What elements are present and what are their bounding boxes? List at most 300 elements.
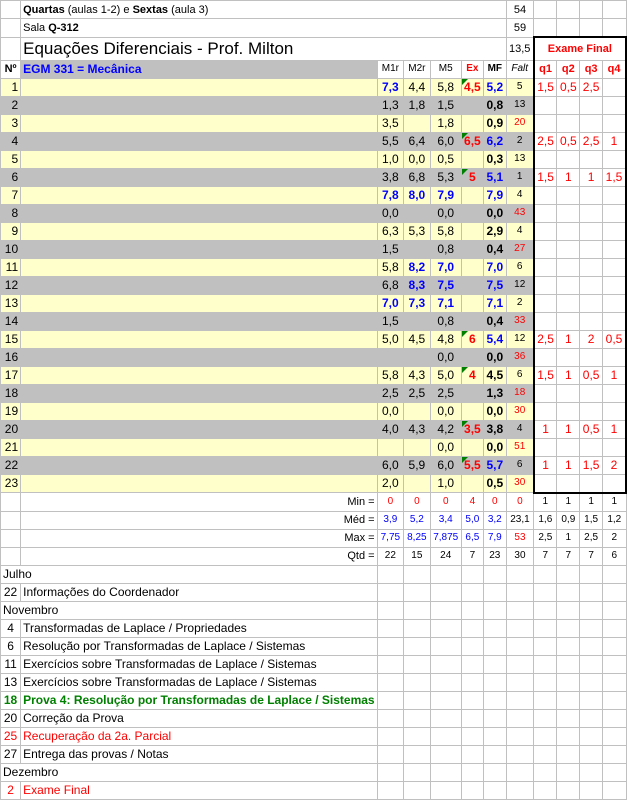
exam-q1[interactable]: 1,5	[534, 168, 557, 186]
exam-q1[interactable]	[534, 114, 557, 132]
grade-mf[interactable]: 0,9	[483, 114, 506, 132]
grade-ex[interactable]: 4,5	[461, 78, 483, 96]
empty-cell	[404, 691, 431, 709]
exam-q2[interactable]	[557, 294, 580, 312]
exam-q2[interactable]	[557, 348, 580, 366]
schedule-day: 13	[1, 673, 21, 691]
exam-q4[interactable]	[603, 96, 626, 114]
exam-q4[interactable]	[603, 348, 626, 366]
exam-q1[interactable]	[534, 474, 557, 493]
exam-q4[interactable]	[603, 222, 626, 240]
student-name-cell[interactable]	[21, 258, 377, 276]
exam-q1[interactable]	[534, 384, 557, 402]
grade-m5[interactable]: 0,5	[430, 150, 461, 168]
exam-q1[interactable]	[534, 96, 557, 114]
absences[interactable]: 6	[506, 366, 534, 384]
grade-m1r[interactable]: 5,0	[377, 330, 404, 348]
grade-m2r[interactable]: 1,8	[404, 96, 431, 114]
grade-m1r[interactable]: 0,0	[377, 204, 404, 222]
grade-m2r[interactable]	[404, 438, 431, 456]
grade-m2r[interactable]: 8,2	[404, 258, 431, 276]
empty-cell	[461, 583, 483, 601]
exam-q2[interactable]	[557, 384, 580, 402]
exam-q1[interactable]	[534, 438, 557, 456]
grade-m2r[interactable]: 5,3	[404, 222, 431, 240]
exam-q2[interactable]	[557, 402, 580, 420]
exam-q4[interactable]	[603, 78, 626, 96]
grade-m5[interactable]: 2,5	[430, 384, 461, 402]
grade-m2r[interactable]	[404, 348, 431, 366]
grade-mf[interactable]: 0,0	[483, 204, 506, 222]
grade-m5[interactable]: 0,0	[430, 402, 461, 420]
grade-m2r[interactable]: 6,8	[404, 168, 431, 186]
empty-cell	[506, 781, 534, 799]
exam-q4[interactable]: 1,5	[603, 168, 626, 186]
table-row	[1, 204, 627, 222]
absences[interactable]: 13	[506, 150, 534, 168]
exam-q2[interactable]	[557, 186, 580, 204]
grade-m2r[interactable]	[404, 474, 431, 493]
exam-q1[interactable]: 1	[534, 420, 557, 438]
grade-mf[interactable]: 5,2	[483, 78, 506, 96]
empty-cell	[404, 673, 431, 691]
student-name-cell[interactable]	[21, 366, 377, 384]
grade-m5[interactable]: 7,5	[430, 276, 461, 294]
grade-m1r[interactable]: 3,8	[377, 168, 404, 186]
exam-q1[interactable]	[534, 240, 557, 258]
absences[interactable]: 5	[506, 78, 534, 96]
absences[interactable]: 33	[506, 312, 534, 330]
student-name-cell[interactable]	[21, 78, 377, 96]
exam-q3[interactable]	[580, 150, 603, 168]
stat-q1: 1	[534, 493, 557, 512]
grade-ex[interactable]	[461, 150, 483, 168]
exam-q1[interactable]	[534, 348, 557, 366]
exam-q4[interactable]: 2	[603, 456, 626, 474]
grade-ex[interactable]	[461, 294, 483, 312]
empty-cell	[483, 601, 506, 619]
exam-q2[interactable]	[557, 438, 580, 456]
grade-m1r[interactable]: 7,0	[377, 294, 404, 312]
student-name-cell[interactable]	[21, 348, 377, 366]
grade-m5[interactable]: 5,0	[430, 366, 461, 384]
empty-cell	[377, 709, 404, 727]
grade-m5[interactable]: 6,0	[430, 456, 461, 474]
grade-ex[interactable]	[461, 474, 483, 493]
grade-m2r[interactable]: 5,9	[404, 456, 431, 474]
student-name-cell[interactable]	[21, 240, 377, 258]
empty-cell	[377, 655, 404, 673]
grade-m1r[interactable]: 5,8	[377, 258, 404, 276]
exam-q2[interactable]: 0,5	[557, 78, 580, 96]
exam-q2[interactable]	[557, 240, 580, 258]
grade-m1r[interactable]: 6,3	[377, 222, 404, 240]
exam-q3[interactable]	[580, 294, 603, 312]
grade-m5[interactable]: 1,8	[430, 114, 461, 132]
grade-ex[interactable]: 5	[461, 168, 483, 186]
grade-m5[interactable]: 5,8	[430, 222, 461, 240]
grade-ex[interactable]	[461, 186, 483, 204]
absences[interactable]: 13	[506, 96, 534, 114]
absences[interactable]: 4	[506, 222, 534, 240]
exam-q4[interactable]	[603, 114, 626, 132]
exam-q2[interactable]	[557, 96, 580, 114]
grade-mf[interactable]: 0,0	[483, 438, 506, 456]
student-name-cell[interactable]	[21, 330, 377, 348]
grade-m1r[interactable]: 6,0	[377, 456, 404, 474]
grade-mf[interactable]: 4,5	[483, 366, 506, 384]
grade-ex[interactable]	[461, 312, 483, 330]
col-header-ex: Ex	[461, 60, 483, 78]
grade-mf[interactable]: 5,1	[483, 168, 506, 186]
empty-cell	[483, 565, 506, 583]
grade-m2r[interactable]: 4,4	[404, 78, 431, 96]
grade-m1r[interactable]: 1,5	[377, 240, 404, 258]
grade-m2r[interactable]	[404, 402, 431, 420]
empty-cell	[534, 619, 557, 637]
exam-q2[interactable]	[557, 204, 580, 222]
grade-m1r[interactable]: 1,5	[377, 312, 404, 330]
exam-q3[interactable]	[580, 438, 603, 456]
absences[interactable]: 30	[506, 474, 534, 493]
grade-ex[interactable]: 4	[461, 366, 483, 384]
grade-m1r[interactable]: 0,0	[377, 402, 404, 420]
grade-ex[interactable]	[461, 240, 483, 258]
grade-m5[interactable]: 4,2	[430, 420, 461, 438]
stat-q2: 1	[557, 529, 580, 547]
exam-q2[interactable]	[557, 474, 580, 493]
absences[interactable]: 27	[506, 240, 534, 258]
exam-q2[interactable]	[557, 150, 580, 168]
grade-m5[interactable]: 5,8	[430, 78, 461, 96]
exam-q3[interactable]: 0,5	[580, 366, 603, 384]
empty-cell	[580, 637, 603, 655]
empty-cell	[483, 619, 506, 637]
exam-q2[interactable]: 1	[557, 168, 580, 186]
absences[interactable]: 2	[506, 132, 534, 150]
exam-q2[interactable]: 1	[557, 330, 580, 348]
grade-m5[interactable]: 0,0	[430, 438, 461, 456]
student-name-cell[interactable]	[21, 384, 377, 402]
exam-q4[interactable]	[603, 258, 626, 276]
grade-m5[interactable]: 7,0	[430, 258, 461, 276]
exam-q4[interactable]	[603, 276, 626, 294]
grade-mf[interactable]: 0,4	[483, 240, 506, 258]
absences[interactable]: 43	[506, 204, 534, 222]
student-name-cell[interactable]	[21, 114, 377, 132]
exam-q1[interactable]: 1,5	[534, 366, 557, 384]
absences[interactable]: 4	[506, 186, 534, 204]
exam-q3[interactable]	[580, 258, 603, 276]
exam-q1[interactable]: 1	[534, 456, 557, 474]
grade-mf[interactable]: 6,2	[483, 132, 506, 150]
student-name-cell[interactable]	[21, 312, 377, 330]
student-name-cell[interactable]	[21, 186, 377, 204]
absences[interactable]: 2	[506, 294, 534, 312]
grade-ex[interactable]: 6	[461, 330, 483, 348]
grade-m5[interactable]: 0,8	[430, 312, 461, 330]
grade-mf[interactable]: 7,9	[483, 186, 506, 204]
grade-m1r[interactable]: 1,3	[377, 96, 404, 114]
grade-m5[interactable]: 4,8	[430, 330, 461, 348]
stat-m5: 24	[430, 547, 461, 565]
col-header-falt: Falt	[506, 60, 534, 78]
student-name-cell[interactable]	[21, 420, 377, 438]
exam-q3[interactable]	[580, 312, 603, 330]
exam-q4[interactable]	[603, 240, 626, 258]
grade-m2r[interactable]	[404, 312, 431, 330]
exam-q2[interactable]	[557, 258, 580, 276]
exam-q4[interactable]	[603, 150, 626, 168]
grade-m5[interactable]: 0,0	[430, 204, 461, 222]
grade-mf[interactable]: 0,8	[483, 96, 506, 114]
grade-m5[interactable]: 1,0	[430, 474, 461, 493]
grade-m1r[interactable]: 2,5	[377, 384, 404, 402]
exam-q4[interactable]: 1	[603, 132, 626, 150]
grade-mf[interactable]: 7,0	[483, 258, 506, 276]
exam-q4[interactable]	[603, 186, 626, 204]
empty-cell	[603, 655, 626, 673]
grade-mf[interactable]: 0,4	[483, 312, 506, 330]
exam-q2[interactable]	[557, 222, 580, 240]
exam-q1[interactable]	[534, 258, 557, 276]
row-number: 14	[1, 312, 21, 330]
exam-q4[interactable]	[603, 384, 626, 402]
grade-m5[interactable]: 5,3	[430, 168, 461, 186]
grade-ex[interactable]	[461, 276, 483, 294]
absences[interactable]: 6	[506, 456, 534, 474]
exam-q1[interactable]: 2,5	[534, 132, 557, 150]
col-header-course: EGM 331 = Mecânica	[21, 60, 377, 78]
exam-q1[interactable]	[534, 312, 557, 330]
stat-mf: 0	[483, 493, 506, 512]
student-name-cell[interactable]	[21, 456, 377, 474]
exam-q3[interactable]: 1,5	[580, 456, 603, 474]
grade-mf[interactable]: 0,3	[483, 150, 506, 168]
student-name-cell[interactable]	[21, 402, 377, 420]
student-name-cell[interactable]	[21, 132, 377, 150]
grade-m1r[interactable]: 7,3	[377, 78, 404, 96]
grade-m1r[interactable]: 7,8	[377, 186, 404, 204]
grade-m1r[interactable]	[377, 438, 404, 456]
absences[interactable]: 4	[506, 420, 534, 438]
exam-q1[interactable]	[534, 204, 557, 222]
exam-q1[interactable]	[534, 222, 557, 240]
exam-q2[interactable]: 1	[557, 366, 580, 384]
grade-mf[interactable]: 5,4	[483, 330, 506, 348]
student-name-cell[interactable]	[21, 150, 377, 168]
exam-q3[interactable]	[580, 384, 603, 402]
schedule-day: 25	[1, 727, 21, 745]
grade-m2r[interactable]	[404, 114, 431, 132]
grade-ex[interactable]	[461, 96, 483, 114]
exam-q1[interactable]	[534, 294, 557, 312]
exam-q3[interactable]	[580, 402, 603, 420]
student-name-cell[interactable]	[21, 276, 377, 294]
student-name-cell[interactable]	[21, 96, 377, 114]
grade-m2r[interactable]: 8,3	[404, 276, 431, 294]
exam-q2[interactable]: 0,5	[557, 132, 580, 150]
exam-q2[interactable]: 1	[557, 420, 580, 438]
absences[interactable]: 1	[506, 168, 534, 186]
grade-ex[interactable]	[461, 384, 483, 402]
grade-m1r[interactable]: 2,0	[377, 474, 404, 493]
empty-cell	[603, 619, 626, 637]
grade-m5[interactable]: 1,5	[430, 96, 461, 114]
exam-q1[interactable]	[534, 186, 557, 204]
exam-q3[interactable]	[580, 276, 603, 294]
empty-cell	[506, 691, 534, 709]
grade-m2r[interactable]	[404, 204, 431, 222]
absences[interactable]: 12	[506, 276, 534, 294]
empty-cell	[603, 673, 626, 691]
exam-q1[interactable]: 2,5	[534, 330, 557, 348]
empty-cell	[506, 655, 534, 673]
student-name-cell[interactable]	[21, 168, 377, 186]
grade-m5[interactable]: 0,8	[430, 240, 461, 258]
grade-ex[interactable]	[461, 114, 483, 132]
student-name-cell[interactable]	[21, 222, 377, 240]
exam-q1[interactable]	[534, 150, 557, 168]
stat-ex: 4	[461, 493, 483, 512]
grade-ex[interactable]: 5,5	[461, 456, 483, 474]
grade-m1r[interactable]	[377, 348, 404, 366]
grade-m2r[interactable]: 8,0	[404, 186, 431, 204]
grade-ex[interactable]	[461, 438, 483, 456]
grade-mf[interactable]: 1,3	[483, 384, 506, 402]
exam-q4[interactable]: 1	[603, 420, 626, 438]
grade-ex[interactable]	[461, 402, 483, 420]
empty-cell	[580, 655, 603, 673]
grade-ex[interactable]: 6,5	[461, 132, 483, 150]
student-name-cell[interactable]	[21, 294, 377, 312]
exam-q2[interactable]	[557, 312, 580, 330]
exam-q1[interactable]	[534, 276, 557, 294]
grade-m2r[interactable]: 4,5	[404, 330, 431, 348]
table-row	[1, 420, 627, 438]
grade-mf[interactable]: 7,1	[483, 294, 506, 312]
exam-q3[interactable]	[580, 474, 603, 493]
schedule-row	[1, 727, 627, 745]
student-name-cell[interactable]	[21, 204, 377, 222]
grade-m2r[interactable]: 4,3	[404, 366, 431, 384]
grade-m5[interactable]: 6,0	[430, 132, 461, 150]
grade-m2r[interactable]: 4,3	[404, 420, 431, 438]
grade-mf[interactable]: 0,5	[483, 474, 506, 493]
col-header-m2r: M2r	[404, 60, 431, 78]
grade-m5[interactable]: 7,1	[430, 294, 461, 312]
exam-q4[interactable]	[603, 438, 626, 456]
exam-q3[interactable]	[580, 114, 603, 132]
grade-m1r[interactable]: 6,8	[377, 276, 404, 294]
grade-ex[interactable]: 3,5	[461, 420, 483, 438]
exam-q4[interactable]	[603, 402, 626, 420]
empty-cell	[580, 619, 603, 637]
grade-mf[interactable]: 0,0	[483, 402, 506, 420]
exam-q4[interactable]: 0,5	[603, 330, 626, 348]
exam-q3[interactable]: 0,5	[580, 420, 603, 438]
absences[interactable]: 51	[506, 438, 534, 456]
exam-q4[interactable]	[603, 204, 626, 222]
exam-q3[interactable]: 2,5	[580, 78, 603, 96]
grade-mf[interactable]: 7,5	[483, 276, 506, 294]
grade-mf[interactable]: 0,0	[483, 348, 506, 366]
exam-q3[interactable]: 2,5	[580, 132, 603, 150]
exam-q2[interactable]	[557, 114, 580, 132]
exam-q3[interactable]	[580, 240, 603, 258]
row-number: 13	[1, 294, 21, 312]
grade-m2r[interactable]: 6,4	[404, 132, 431, 150]
absences[interactable]: 6	[506, 258, 534, 276]
absences[interactable]: 36	[506, 348, 534, 366]
exam-q3[interactable]: 2	[580, 330, 603, 348]
exam-q3[interactable]: 1	[580, 168, 603, 186]
col-header-mf: MF	[483, 60, 506, 78]
grade-ex[interactable]	[461, 204, 483, 222]
stat-q4: 1,2	[603, 511, 626, 529]
absences[interactable]: 30	[506, 402, 534, 420]
exam-q3[interactable]	[580, 186, 603, 204]
grade-m2r[interactable]: 2,5	[404, 384, 431, 402]
grade-m5[interactable]: 0,0	[430, 348, 461, 366]
schedule-topic: Exercícios sobre Transformadas de Laplace / Sistemas	[21, 673, 377, 691]
absences[interactable]: 18	[506, 384, 534, 402]
grade-ex[interactable]	[461, 222, 483, 240]
grade-mf[interactable]: 5,7	[483, 456, 506, 474]
grade-m1r[interactable]: 5,5	[377, 132, 404, 150]
student-name-cell[interactable]	[21, 474, 377, 493]
exam-q4[interactable]	[603, 312, 626, 330]
empty-cell	[557, 763, 580, 781]
exam-q1[interactable]: 1,5	[534, 78, 557, 96]
grade-ex[interactable]	[461, 258, 483, 276]
grade-m1r[interactable]: 5,8	[377, 366, 404, 384]
grade-m1r[interactable]: 3,5	[377, 114, 404, 132]
grade-m1r[interactable]: 1,0	[377, 150, 404, 168]
empty-cell	[603, 565, 626, 583]
grade-ex[interactable]	[461, 348, 483, 366]
student-name-cell[interactable]	[21, 438, 377, 456]
exam-q3[interactable]	[580, 96, 603, 114]
exam-q3[interactable]	[580, 348, 603, 366]
stat-m1r: 7,75	[377, 529, 404, 547]
empty-cell	[1, 547, 21, 565]
grade-m2r[interactable]: 0,0	[404, 150, 431, 168]
exam-q3[interactable]	[580, 204, 603, 222]
grade-m1r[interactable]: 4,0	[377, 420, 404, 438]
empty-cell	[534, 601, 557, 619]
grade-mf[interactable]: 3,8	[483, 420, 506, 438]
empty-cell	[1, 529, 21, 547]
grade-mf[interactable]: 2,9	[483, 222, 506, 240]
exam-q4[interactable]	[603, 294, 626, 312]
empty-cell	[506, 673, 534, 691]
schedule-topic: Recuperação da 2a. Parcial	[21, 727, 377, 745]
empty-cell	[377, 745, 404, 763]
exam-q3[interactable]	[580, 222, 603, 240]
exam-q4[interactable]	[603, 474, 626, 493]
exam-q1[interactable]	[534, 402, 557, 420]
absences[interactable]: 12	[506, 330, 534, 348]
exam-q4[interactable]: 1	[603, 366, 626, 384]
absences[interactable]: 20	[506, 114, 534, 132]
table-row	[1, 366, 627, 384]
exam-q2[interactable]: 1	[557, 456, 580, 474]
exam-q2[interactable]	[557, 276, 580, 294]
grade-m5[interactable]: 7,9	[430, 186, 461, 204]
grade-m2r[interactable]: 7,3	[404, 294, 431, 312]
grade-m2r[interactable]	[404, 240, 431, 258]
